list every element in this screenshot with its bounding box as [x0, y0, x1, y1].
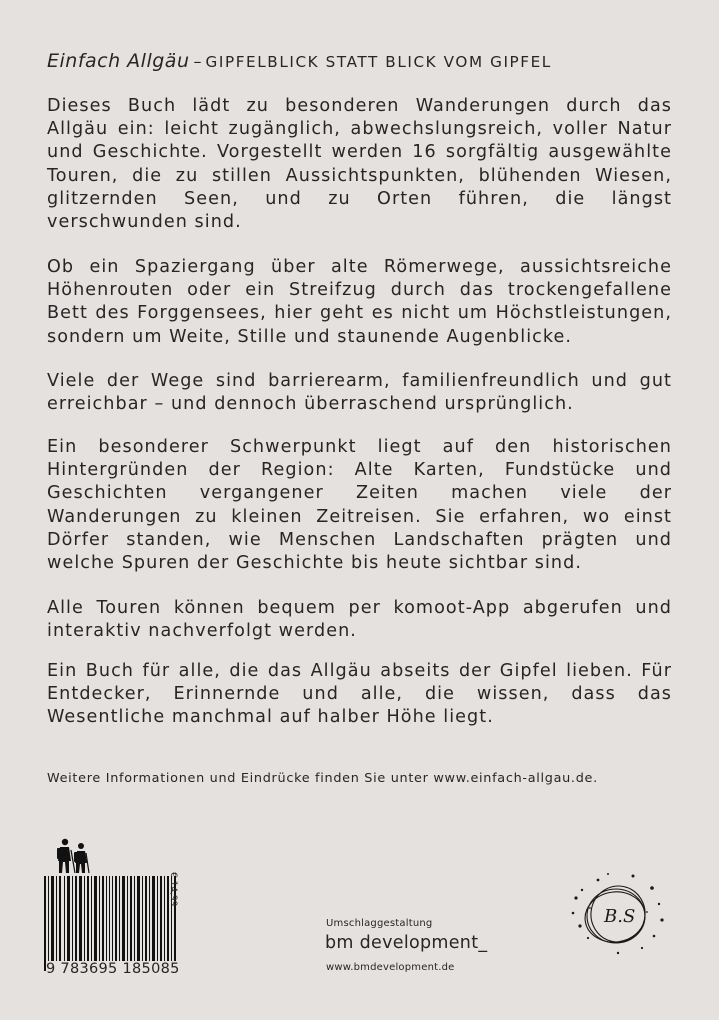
price-label: € 14,99: [168, 872, 178, 907]
barcode-bars: [44, 876, 176, 971]
isbn-number: 9 783695 185085: [46, 961, 180, 977]
paragraph-closing: Ein Buch für alle, die das Allgäu abseits der Gipfel lieben. Für Entdecker, Erinnernde und alle, die wissen, dass das Wesentliche manchmal auf halber Höhe liegt.: [47, 661, 672, 728]
paragraph-komoot: Alle Touren können bequem per komoot-App abgerufen und interaktiv nachverfolgt werden.: [47, 598, 672, 642]
logo-text: B.S: [604, 906, 636, 927]
subtitle: GIPFELBLICK STATT BLICK VOM GIPFEL: [205, 53, 552, 71]
credit-name: bm development_: [325, 933, 488, 953]
paragraph-history: Ein besonderer Schwerpunkt liegt auf den historischen Hintergründen der Region: Alte Karten, Fundstücke und Geschichten vergangener Zeiten machen viele der Wanderungen zu kleinen Zeitreisen. Sie erfahren, wo einst Dörfer standen, wie Menschen Landschaften prägten und welche Spuren der Geschichte bis heute sichtbar sind.: [47, 437, 672, 574]
title-dash: –: [193, 52, 202, 71]
title-line: [47, 50, 687, 72]
info-line: Weitere Informationen und Eindrücke finden Sie unter www.einfach-allgau.de.: [47, 771, 598, 786]
paragraph-intro: Dieses Buch lädt zu besonderen Wanderungen durch das Allgäu ein: leicht zugänglich, abwechslungsreich, voller Natur und Geschichte. Vorgestellt werden 16 sorgfältig ausgewählte Touren, die zu stillen Aussichtspunkten, blühenden Wiesen, glitzernden Seen, und zu Orten führen, die längst verschwunden sind.: [47, 96, 672, 233]
paragraph-routes: Ob ein Spaziergang über alte Römerwege, aussichtsreiche Höhenrouten oder ein Streifzug durch das trockengefallene Bett des Forggensees, hier geht es nicht um Höchstleistungen, sondern um Weite, Stille und staunende Augenblicke.: [47, 257, 672, 347]
publisher-logo-icon: [568, 868, 668, 958]
brand-title: Einfach Allgäu: [47, 50, 190, 72]
paragraph-accessibility: Viele der Wege sind barrierearm, familienfreundlich und gut erreichbar – und dennoch überraschend ursprünglich.: [47, 371, 672, 415]
credit-label: Umschlaggestaltung: [326, 918, 433, 929]
credit-url: www.bmdevelopment.de: [326, 962, 455, 973]
hikers-icon: [57, 839, 89, 873]
